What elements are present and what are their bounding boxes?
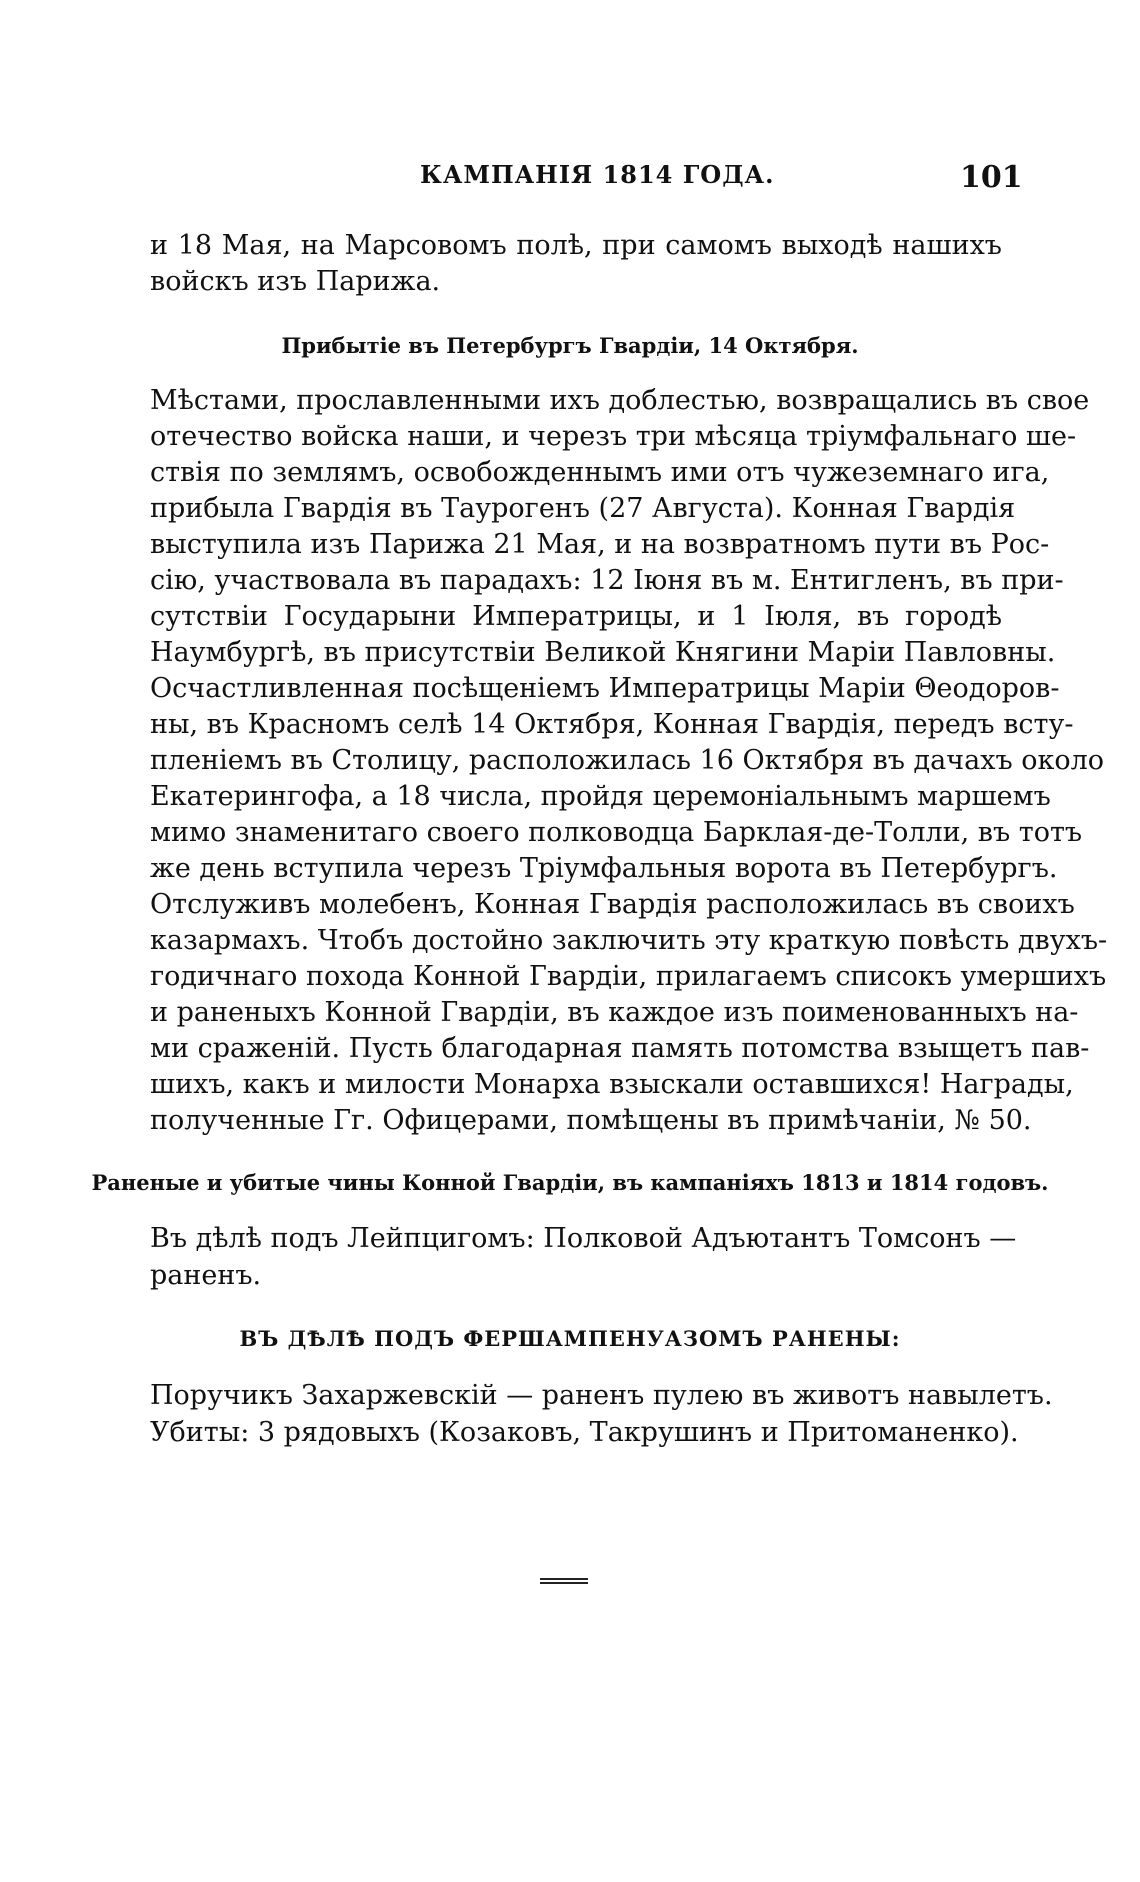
text-line: полученные Гг. Офицерами, помѣщены въ примѣчанiи, № 50. xyxy=(150,1105,1032,1136)
text-line: прибыла Гвардiя въ Таурогенъ (27 Августа). Конная Гвардiя xyxy=(150,493,1016,524)
text-line: шихъ, какъ и милости Монарха взыскали оставшихся! Награды, xyxy=(150,1069,1074,1100)
text-line: войскъ изъ Парижа. xyxy=(150,266,441,297)
text-line: и 18 Мая, на Марсовомъ полѣ, при самомъ выходѣ нашихъ xyxy=(150,230,1002,261)
text-line: отечество войска наши, и черезъ три мѣсяца трiумфальнаго ше- xyxy=(150,421,1077,452)
page-number: 101 xyxy=(960,160,1023,195)
end-separator xyxy=(540,1578,588,1586)
text-line: Въ дѣлѣ подъ Лейпцигомъ: Полковой Адъютантъ Томсонъ — xyxy=(150,1223,1017,1254)
text-line: Убиты: 3 рядовыхъ (Козаковъ, Такрушинъ и Притоманенко). xyxy=(150,1417,1019,1448)
text-line: же день вступила черезъ Трiумфальныя ворота въ Петербургъ. xyxy=(150,853,1058,884)
section-heading: ВЪ ДѢЛѢ ПОДЪ ФЕРШАМПЕНУАЗОМЪ РАНЕНЫ: xyxy=(239,1326,901,1351)
text-line: сiю, участвовала въ парадахъ: 12 Iюня въ м. Ентигленъ, въ при- xyxy=(150,565,1064,596)
section-heading: Раненые и убитые чины Конной Гвардiи, въ кампанiяхъ 1813 и 1814 годовъ. xyxy=(91,1170,1049,1195)
text-line: ствiя по землямъ, освобожденнымъ ими отъ чужеземнаго ига, xyxy=(150,457,1050,488)
running-title: КАМПАНIЯ 1814 ГОДА. xyxy=(420,160,775,189)
text-line: Екатерингофа, а 18 числа, пройдя церемонiальнымъ маршемъ xyxy=(150,781,1051,812)
section-heading: Прибытiе въ Петербургъ Гвардiи, 14 Октября. xyxy=(281,333,859,358)
text-line: Мѣстами, прославленными ихъ доблестью, возвращались въ свое xyxy=(150,385,1090,416)
text-line: Осчастливленная посѣщенiемъ Императрицы Марiи Θеодоров- xyxy=(150,673,1060,704)
text-line: сутствiи Государыни Императрицы, и 1 Iюля, въ городѣ xyxy=(150,601,1002,632)
text-line: казармахъ. Чтобъ достойно заключить эту краткую повѣсть двухъ- xyxy=(150,925,1108,956)
text-line: пленiемъ въ Столицу, расположилась 16 Октября въ дачахъ около xyxy=(150,745,1105,776)
text-line: раненъ. xyxy=(150,1260,262,1291)
text-line: годичнаго похода Конной Гвардiи, прилагаемъ списокъ умершихъ xyxy=(150,961,1107,992)
text-line: и раненыхъ Конной Гвардiи, въ каждое изъ поименованныхъ на- xyxy=(150,997,1079,1028)
text-line: Поручикъ Захаржевскiй — раненъ пулею въ животъ навылетъ. xyxy=(150,1380,1053,1411)
text-line: ми сраженiй. Пусть благодарная память потомства взыщетъ пав- xyxy=(150,1033,1090,1064)
text-line: Отслуживъ молебенъ, Конная Гвардiя расположилась въ своихъ xyxy=(150,889,1075,920)
text-line: ны, въ Красномъ селѣ 14 Октября, Конная Гвардiя, передъ всту- xyxy=(150,709,1074,740)
text-line: мимо знаменитаго своего полководца Барклая-де-Толли, въ тотъ xyxy=(150,817,1083,848)
text-line: Наумбургѣ, въ присутствiи Великой Княгини Марiи Павловны. xyxy=(150,637,1056,668)
text-line: выступила изъ Парижа 21 Мая, и на возвратномъ пути въ Рос- xyxy=(150,529,1050,560)
